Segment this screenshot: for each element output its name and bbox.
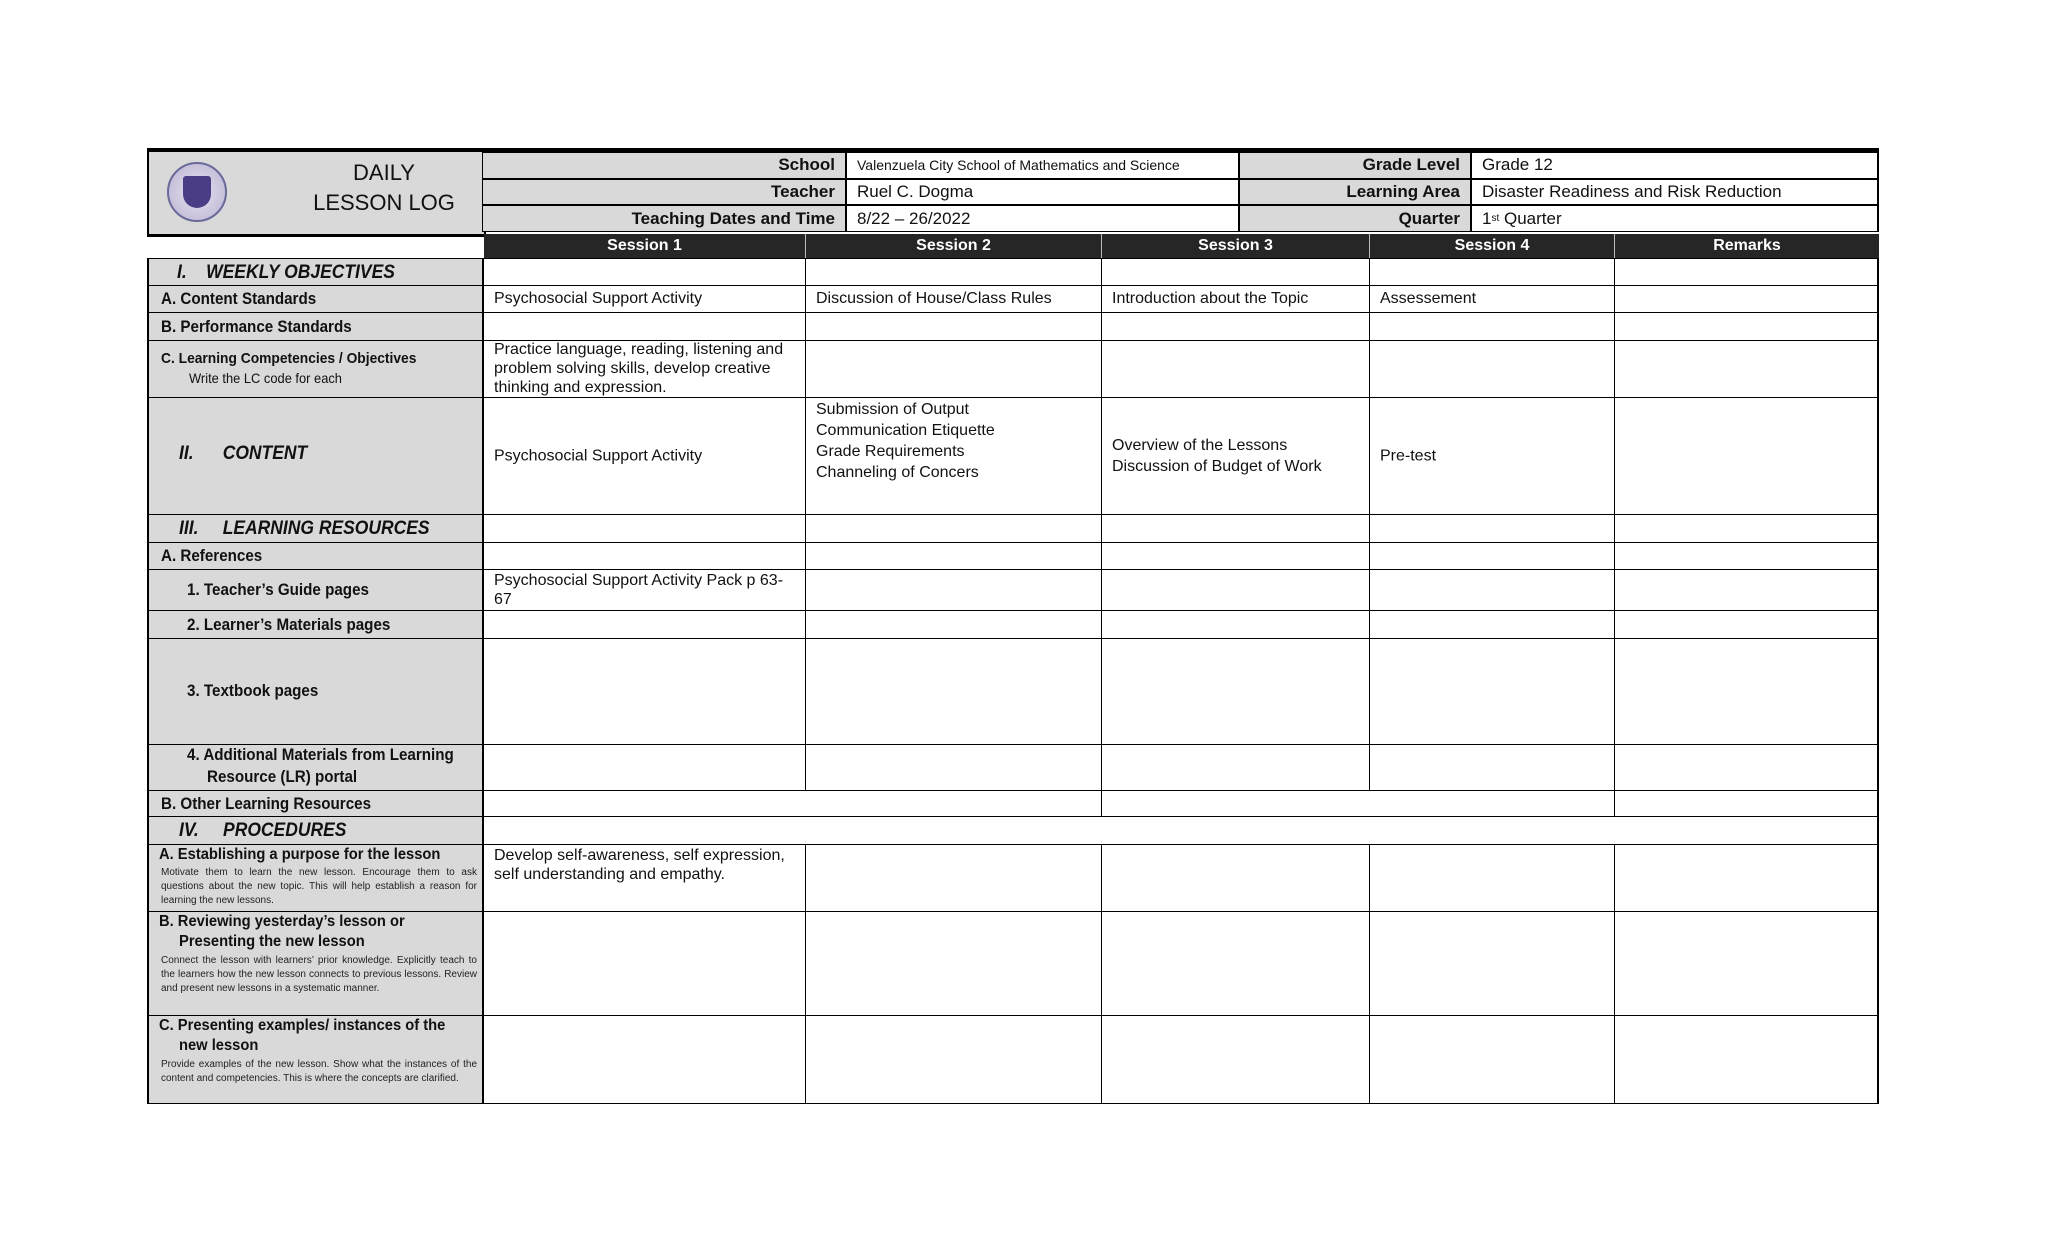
- content-standards-session-2: Discussion of House/Class Rules: [816, 290, 1052, 307]
- label-procedure-b-line-1: B. Reviewing yesterday’s lesson or: [159, 913, 405, 930]
- label-references: A. References: [161, 547, 263, 565]
- label-cell: [147, 259, 484, 286]
- procedure-a-note: Motivate them to learn the new lesson. Encourage them to ask questions about the new topic. This will help establish a reason for learning the new lessons.: [161, 867, 477, 906]
- learning-area-value: Disaster Readiness and Risk Reduction: [1471, 179, 1879, 206]
- label-procedure-c-line-2: new lesson: [179, 1037, 259, 1054]
- row-learning-resources: [147, 515, 1879, 543]
- row-other-resources: [147, 791, 1879, 817]
- quarter-value: [1471, 205, 1879, 232]
- content-standards-session-1: Psychosocial Support Activity: [494, 290, 703, 307]
- teacher-label: Teacher: [482, 179, 846, 206]
- row-content: [147, 398, 1879, 515]
- label-additional-materials-line-1: 4. Additional Materials from Learning: [187, 746, 454, 764]
- title-line-1: DAILY: [353, 160, 415, 185]
- content-session-1: Psychosocial Support Activity: [494, 447, 703, 465]
- row-procedure-a: [147, 845, 1879, 912]
- row-references: [147, 543, 1879, 570]
- label-learners-materials: 2. Learner’s Materials pages: [187, 616, 391, 634]
- row-additional-materials: [147, 745, 1879, 791]
- teaching-dates-label: Teaching Dates and Time: [482, 205, 846, 232]
- label-textbook: 3. Textbook pages: [187, 682, 319, 700]
- quarter-number: 1: [1482, 208, 1492, 228]
- content-session-2-line: Submission of Output: [816, 401, 969, 418]
- row-teachers-guide: [147, 570, 1879, 611]
- label-procedure-b-line-2: Presenting the new lesson: [179, 933, 365, 950]
- column-header-session-1: Session 1: [484, 234, 806, 258]
- column-header-session-4: Session 4: [1370, 234, 1615, 258]
- header-row-school: [482, 152, 1879, 179]
- teachers-guide-session-1: Psychosocial Support Activity Pack p 63-67: [494, 572, 784, 608]
- label-procedure-c-line-1: C. Presenting examples/ instances of the: [159, 1017, 446, 1034]
- row-learners-materials: [147, 611, 1879, 639]
- logo-title-box: [147, 152, 486, 237]
- label-performance-standards: B. Performance Standards: [161, 318, 352, 336]
- header-block: [147, 148, 1879, 234]
- teaching-dates-value: 8/22 – 26/2022: [846, 205, 1239, 232]
- row-learning-competencies: [147, 341, 1879, 398]
- label-teachers-guide: 1. Teacher’s Guide pages: [187, 581, 369, 599]
- content-session-2: [816, 399, 1093, 483]
- label-cell: [147, 286, 484, 313]
- content-session-3-line: Discussion of Budget of Work: [1112, 458, 1322, 475]
- quarter-text: Quarter: [1499, 208, 1562, 228]
- learning-competencies-session-1: Practice language, reading, listening and problem solving skills, develop creative thinking and expression.: [494, 341, 784, 396]
- learning-area-label: Learning Area: [1239, 179, 1471, 206]
- learning-competencies-note: Write the LC code for each: [189, 370, 342, 386]
- procedure-b-note: Connect the lesson with learners’ prior knowledge. Explicitly teach to the learners how the new lesson connects to previous lessons. Review and present new lessons in a systematic manner.: [161, 955, 477, 994]
- label-other-resources: B. Other Learning Resources: [161, 795, 372, 813]
- row-procedure-b: [147, 912, 1879, 1016]
- content-session-3: [1112, 435, 1361, 477]
- label-learning-competencies: C. Learning Competencies / Objectives: [161, 350, 417, 367]
- content-session-2-line: Grade Requirements: [816, 443, 965, 460]
- row-performance-standards: [147, 313, 1879, 341]
- header-row-teacher: [482, 179, 1879, 206]
- content-session-2-line: Communication Etiquette: [816, 422, 995, 439]
- grade-level-value: Grade 12: [1471, 152, 1879, 179]
- header-row-dates: [482, 205, 1879, 232]
- deped-seal-icon: [167, 162, 227, 222]
- section-title-weekly-objectives: I. WEEKLY OBJECTIVES: [177, 262, 395, 283]
- row-textbook: [147, 639, 1879, 745]
- session-header-row: [484, 234, 1879, 258]
- content-standards-session-4: Assessement: [1380, 290, 1477, 307]
- procedure-a-session-1: Develop self-awareness, self expression, self understanding and empathy.: [494, 847, 785, 883]
- section-title-learning-resources: III. LEARNING RESOURCES: [179, 518, 430, 539]
- label-additional-materials-line-2: Resource (LR) portal: [207, 768, 358, 786]
- label-content-standards: A. Content Standards: [161, 290, 317, 308]
- row-procedure-c: [147, 1016, 1879, 1104]
- section-title-content: II. CONTENT: [179, 443, 308, 464]
- column-header-session-2: Session 2: [806, 234, 1102, 258]
- content-session-2-line: Channeling of Concers: [816, 464, 979, 481]
- teacher-value: Ruel C. Dogma: [846, 179, 1239, 206]
- title-line-2: LESSON LOG: [313, 190, 455, 215]
- school-label: School: [482, 152, 846, 179]
- content-standards-session-3: Introduction about the Topic: [1112, 290, 1309, 307]
- section-title-procedures: IV. PROCEDURES: [179, 820, 347, 841]
- quarter-suffix: st: [1491, 213, 1500, 225]
- row-procedures: [147, 817, 1879, 845]
- content-session-3-line: Overview of the Lessons: [1112, 437, 1288, 454]
- procedure-c-note: Provide examples of the new lesson. Show what the instances of the content and competencies. This is where the concepts are clarified.: [161, 1059, 477, 1084]
- row-weekly-objectives: [147, 258, 1879, 286]
- quarter-label: Quarter: [1239, 205, 1471, 232]
- document-title: [299, 158, 469, 218]
- column-header-session-3: Session 3: [1102, 234, 1370, 258]
- grade-level-label: Grade Level: [1239, 152, 1471, 179]
- school-value: Valenzuela City School of Mathematics and Science: [846, 152, 1239, 179]
- label-procedure-a: A. Establishing a purpose for the lesson: [159, 846, 441, 863]
- column-header-remarks: Remarks: [1713, 237, 1781, 254]
- row-content-standards: [147, 286, 1879, 313]
- content-session-4: Pre-test: [1380, 447, 1437, 465]
